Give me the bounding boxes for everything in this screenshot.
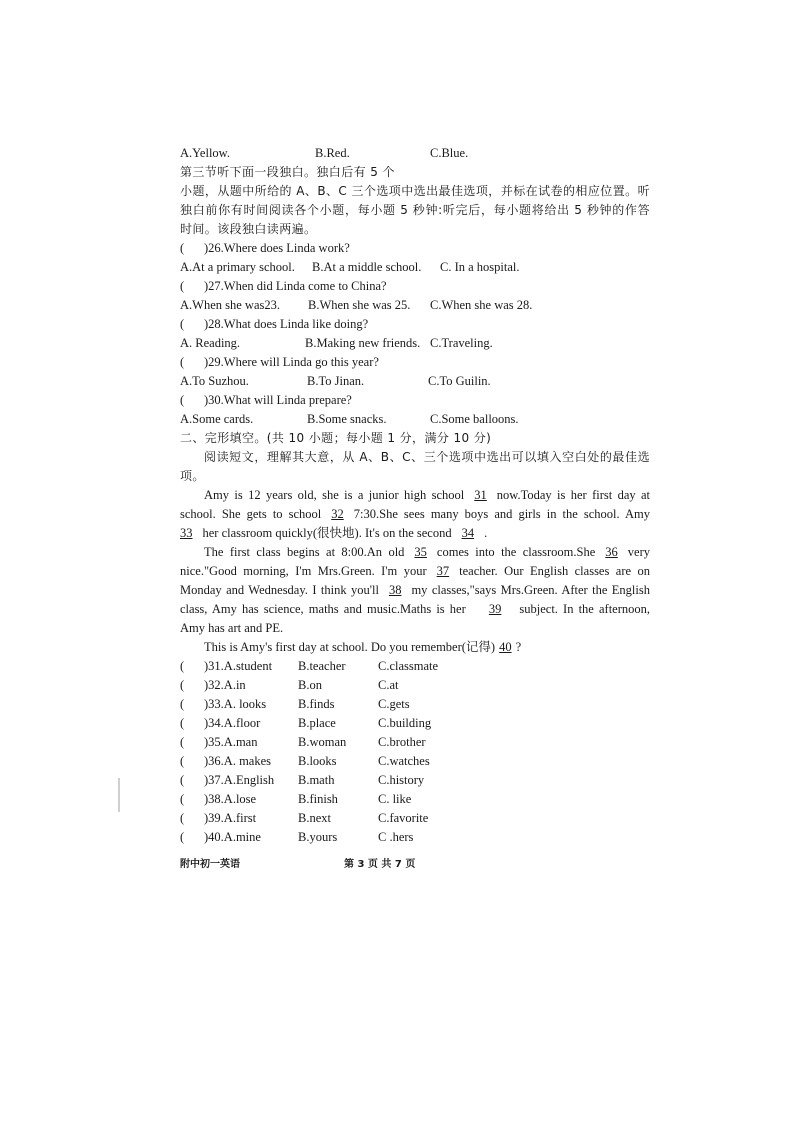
option-c: C.Traveling. (430, 336, 493, 350)
q25-options-row (180, 144, 650, 163)
option-c: C.watches (378, 754, 430, 768)
cloze-paragraph-1 (180, 486, 650, 543)
option-c: C.classmate (378, 659, 439, 673)
question-28 (180, 315, 650, 353)
option-c: C.favorite (378, 811, 429, 825)
answer-paren[interactable]: ( (180, 697, 185, 711)
option-b: B.finish (298, 792, 338, 806)
option-c: C.at (378, 678, 399, 692)
option-c: C.To Guilin. (428, 374, 491, 388)
cloze-question-40 (180, 828, 650, 847)
cloze-instructions: 阅读短文，理解其大意，从 A、B、C、三个选项中选出可以填入空白处的最佳选项。 (180, 450, 650, 483)
question-text: )30.What will Linda prepare? (204, 393, 352, 407)
option-a: )32.A.in (204, 678, 246, 692)
option-b: B.Red. (315, 146, 350, 160)
cloze-question-34 (180, 714, 650, 733)
option-c: C.When she was 28. (430, 298, 533, 312)
option-b: B.next (298, 811, 331, 825)
blank-39[interactable]: 39 (488, 602, 502, 616)
option-b: B.yours (298, 830, 338, 844)
answer-paren[interactable]: ( (180, 792, 185, 806)
option-a: A.To Suzhou. (180, 374, 249, 388)
passage-text: her classroom quickly(很快地). It's on the second (202, 526, 452, 540)
option-a: )37.A.English (204, 773, 275, 787)
passage-text: now.Today is her first day at school. She gets to school (180, 488, 651, 521)
option-b: B.When she was 25. (308, 298, 411, 312)
answer-paren[interactable]: ( (180, 754, 185, 768)
cloze-question-list (180, 657, 650, 847)
blank-37[interactable]: 37 (436, 564, 450, 578)
option-a: )39.A.first (204, 811, 257, 825)
blank-32[interactable]: 32 (331, 507, 344, 521)
option-a: A.Some cards. (180, 412, 254, 426)
answer-paren[interactable]: ( (180, 393, 185, 407)
blank-38[interactable]: 38 (388, 583, 402, 597)
option-b: B.teacher (298, 659, 346, 673)
option-c: C. like (378, 792, 412, 806)
cloze-question-35 (180, 733, 650, 752)
passage-text: ? (515, 640, 522, 654)
cloze-question-31 (180, 657, 650, 676)
option-c: C.history (378, 773, 425, 787)
option-a: )40.A.mine (204, 830, 261, 844)
option-a: A.Yellow. (180, 146, 231, 160)
passage-text: The first class begins at 8:00.An old (204, 545, 405, 559)
option-c: C.Blue. (430, 146, 469, 160)
option-c: C.gets (378, 697, 410, 711)
question-27 (180, 277, 650, 315)
option-c: C.brother (378, 735, 426, 749)
passage-text: 7:30.She sees many boys and girls in the school. Amy (353, 507, 650, 521)
option-b: B.finds (298, 697, 335, 711)
cloze-question-33 (180, 695, 650, 714)
answer-paren[interactable]: ( (180, 355, 185, 369)
cloze-heading: 二、完形填空。(共 10 小题；每小题 1 分，满分 10 分) (180, 431, 492, 445)
page-number: 第 3 页 共 7 页 (344, 859, 416, 870)
listening-questions (180, 239, 650, 429)
option-b: B.woman (298, 735, 347, 749)
option-c: C.Some balloons. (430, 412, 519, 426)
option-b: B.To Jinan. (307, 374, 365, 388)
answer-paren[interactable]: ( (180, 735, 185, 749)
cloze-question-38 (180, 790, 650, 809)
cloze-paragraph-2 (180, 543, 650, 638)
option-c: C. In a hospital. (440, 260, 520, 274)
blank-31[interactable]: 31 (474, 488, 487, 502)
answer-paren[interactable]: ( (180, 317, 185, 331)
section3-instructions: 小题，从题中所给的 A、B、C 三个选项中选出最佳选项，并标在试卷的相应位置。听独白前你有时间阅读各个小题，每小题 5 秒钟:听完后，每小题将给出 5 秒钟的作答时间。该段独白读两遍。 (180, 184, 650, 236)
option-a: )31.A.student (204, 659, 273, 673)
exam-content (180, 144, 650, 847)
option-a: A.At a primary school. (180, 260, 295, 274)
blank-35[interactable]: 35 (414, 545, 427, 559)
option-b: B.Some snacks. (307, 412, 387, 426)
option-a: A. Reading. (180, 336, 241, 350)
question-30 (180, 391, 650, 429)
footer-subject: 附中初一英语 (180, 859, 240, 870)
blank-36[interactable]: 36 (605, 545, 618, 559)
question-text: )26.Where does Linda work? (204, 241, 350, 255)
passage-text: . (484, 526, 488, 540)
answer-paren[interactable]: ( (180, 279, 185, 293)
cloze-question-39 (180, 809, 650, 828)
option-b: B.math (298, 773, 335, 787)
answer-paren[interactable]: ( (180, 830, 185, 844)
option-b: B.At a middle school. (312, 260, 422, 274)
answer-paren[interactable]: ( (180, 811, 185, 825)
option-b: B.looks (298, 754, 337, 768)
passage-text: comes into the classroom.She (436, 545, 596, 559)
question-text: )27.When did Linda come to China? (204, 279, 387, 293)
passage-text: very nice."Good morning, I'm Mrs.Green. I'm your (180, 545, 650, 578)
question-text: )28.What does Linda like doing? (204, 317, 369, 331)
blank-33[interactable]: 33 (180, 526, 193, 540)
option-c: C .hers (378, 830, 414, 844)
option-a: )36.A. makes (204, 754, 271, 768)
cloze-question-37 (180, 771, 650, 790)
passage-text: subject. In the afternoon, Amy has art and PE. (180, 602, 651, 635)
cloze-question-36 (180, 752, 650, 771)
section3-heading: 第三节听下面一段独白。独白后有 5 个 (180, 165, 395, 179)
cloze-paragraph-3 (180, 638, 650, 657)
answer-paren[interactable]: ( (180, 659, 185, 673)
option-a: )38.A.lose (204, 792, 257, 806)
option-a: A.When she was23. (180, 298, 280, 312)
answer-paren[interactable]: ( (180, 241, 185, 255)
blank-40[interactable]: 40 (499, 640, 512, 654)
option-b: B.Making new friends. (305, 336, 421, 350)
option-b: B.place (298, 716, 336, 730)
cloze-question-32 (180, 676, 650, 695)
option-a: )34.A.floor (204, 716, 261, 730)
option-a: )33.A. looks (204, 697, 267, 711)
blank-34[interactable]: 34 (461, 526, 475, 540)
answer-paren[interactable]: ( (180, 716, 185, 730)
answer-paren[interactable]: ( (180, 678, 185, 692)
scan-artifact (118, 778, 120, 812)
answer-paren[interactable]: ( (180, 773, 185, 787)
question-text: )29.Where will Linda go this year? (204, 355, 379, 369)
question-29 (180, 353, 650, 391)
option-c: C.building (378, 716, 432, 730)
question-26 (180, 239, 650, 277)
option-a: )35.A.man (204, 735, 258, 749)
option-b: B.on (298, 678, 322, 692)
passage-text: my classes,"says Mrs.Green. After the English class, Amy has science, maths and music.Maths is her (180, 583, 650, 616)
passage-text: teacher. Our English classes are on Monday and Wednesday. I think you'll (180, 564, 650, 597)
passage-text: Amy is 12 years old, she is a junior high school (204, 488, 465, 502)
passage-text: This is Amy's first day at school. Do you remember(记得) (204, 640, 496, 654)
